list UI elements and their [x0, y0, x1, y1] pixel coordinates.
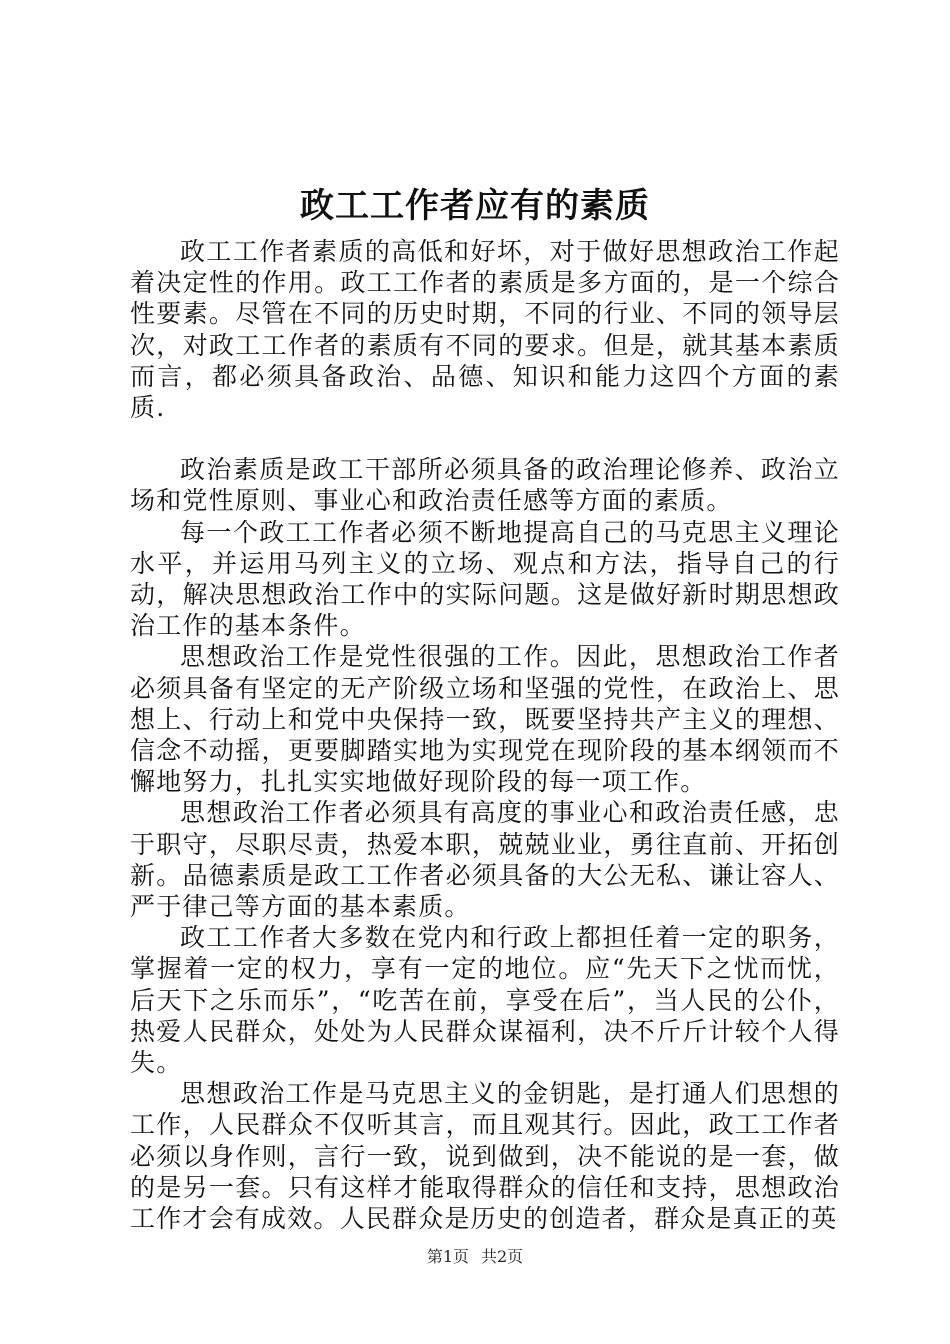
page-number-current: 第1页 — [426, 1247, 469, 1266]
document-title: 政工工作者应有的素质 — [300, 186, 650, 226]
paragraph-responsibility: 思想政治工作者必须具有高度的事业心和政治责任感，忠于职守，尽职尽责，热爱本职，兢兢业业，勇往直前、开拓创新。品德素质是政工工作者必须具备的大公无私、谦让容人、严于律己等方面的基本素质。 — [130, 798, 840, 922]
paragraph-lead-by-example: 思想政治工作是马克思主义的金钥匙，是打通人们思想的工作，人民群众不仅听其言，而且观其行。因此，政工工作者必须以身作则，言行一致，说到做到，决不能说的是一套，做的是另一套。只有这样才能取得群众的信任和支持，思想政治工作才会有成效。人民群众是历史的创造者，群众是真正的英 — [130, 1079, 840, 1234]
paragraph-marxist-theory: 每一个政工工作者必须不断地提高自己的马克思主义理论水平，并运用马列主义的立场、观点和方法，指导自己的行动，解决思想政治工作中的实际问题。这是做好新时期思想政治工作的基本条件。 — [130, 517, 840, 641]
page-number-total: 共2页 — [481, 1247, 524, 1266]
document-body — [130, 236, 840, 1234]
page-footer — [0, 1247, 950, 1267]
paragraph-political-quality: 政治素质是政工干部所必须具备的政治理论修养、政治立场和党性原则、事业心和政治责任感等方面的素质。 — [130, 455, 840, 516]
paragraph-public-servant: 政工工作者大多数在党内和行政上都担任着一定的职务，掌握着一定的权力，享有一定的地位。应“先天下之忧而忧，后天下之乐而乐”，“吃苦在前，享受在后”，当人民的公仆，热爱人民群众，处处为人民群众谋福利，决不斤斤计较个人得失。 — [130, 923, 840, 1078]
paragraph-party-spirit: 思想政治工作是党性很强的工作。因此，思想政治工作者必须具备有坚定的无产阶级立场和坚强的党性，在政治上、思想上、行动上和党中央保持一致，既要坚持共产主义的理想、信念不动摇，更要脚踏实地为实现党在现阶段的基本纲领而不懈地努力，扎扎实实地做好现阶段的每一项工作。 — [130, 642, 840, 797]
paragraph-intro: 政工工作者素质的高低和好坏，对于做好思想政治工作起着决定性的作用。政工工作者的素质是多方面的，是一个综合性要素。尽管在不同的历史时期，不同的行业、不同的领导层次，对政工工作者的素质有不同的要求。但是，就其基本素质而言，都必须具备政治、品德、知识和能力这四个方面的素质. — [130, 237, 840, 423]
